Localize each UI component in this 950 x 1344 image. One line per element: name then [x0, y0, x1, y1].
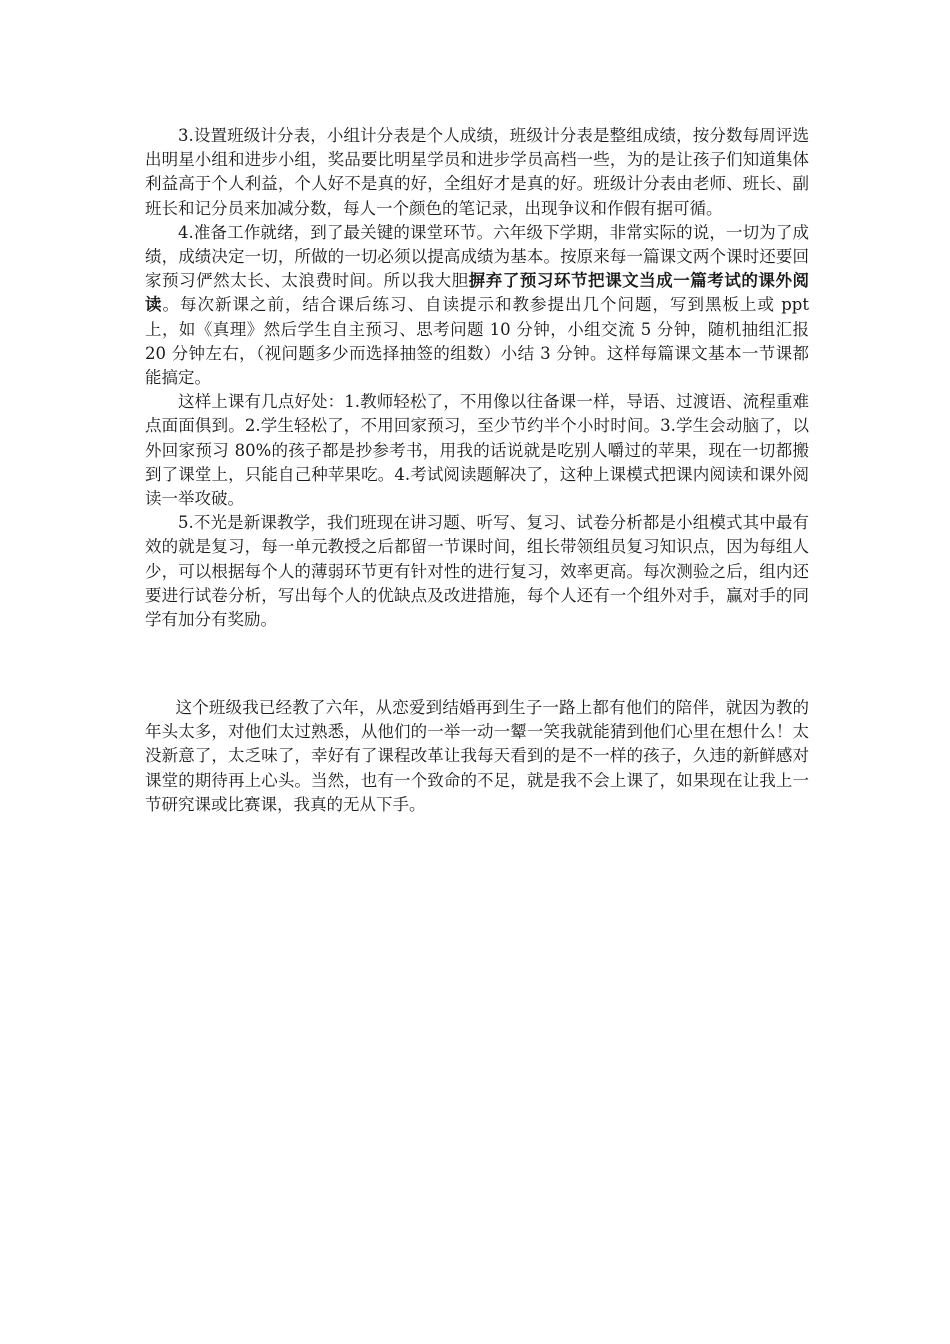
paragraph-item-4-text-end: 。每次新课之前，结合课后练习、自读提示和教参提出几个问题，写到黑板上或 ppt 上，如《真理》然后学生自主预习、思考问题 10 分钟，小组交流 5 分钟，随机抽组汇报 20 分钟左右，（视问题多少而选择抽签的组数）小结 3 分钟。这样每篇课文基本一节课都能搞定。 [145, 295, 809, 388]
main-text-block [145, 124, 809, 632]
paragraph-item-4 [145, 221, 809, 390]
closing-text-block [145, 696, 809, 817]
paragraph-closing: 这个班级我已经教了六年，从恋爱到结婚再到生子一路上都有他们的陪伴，就因为教的年头太多，对他们太过熟悉，从他们的一举一动一颦一笑我就能猜到他们心里在想什么！太没新意了，太乏味了，幸好有了课程改革让我每天看到的是不一样的孩子，久违的新鲜感对课堂的期待再上心头。当然，也有一个致命的不足，就是我不会上课了，如果现在让我上一节研究课或比赛课，我真的无从下手。 [145, 698, 809, 814]
paragraph-item-5: 5.不光是新课教学，我们班现在讲习题、听写、复习、试卷分析都是小组模式其中最有效的就是复习，每一单元教授之后都留一节课时间，组长带领组员复习知识点，因为每组人少，可以根据每个人的薄弱环节更有针对性的进行复习，效率更高。每次测验之后，组内还要进行试卷分析，写出每个人的优缺点及改进措施，每个人还有一个组外对手，赢对手的同学有加分有奖励。 [145, 513, 809, 630]
paragraph-benefits: 这样上课有几点好处：1.教师轻松了，不用像以往备课一样，导语、过渡语、流程重难点面面俱到。2.学生轻松了，不用回家预习，至少节约半个小时时间。3.学生会动脑了，以外回家预习 80%的孩子都是抄参考书，用我的话说就是吃别人嚼过的苹果，现在一切都搬到了课堂上，只能自己种苹果吃。4.考试阅读题解决了，这种上课模式把课内阅读和课外阅读一举攻破。 [145, 392, 809, 509]
paragraph-item-4-bold-text: 摒弃了预习环节把课文当成一篇考试的课外阅读 [145, 271, 810, 315]
paragraph-item-3: 3.设置班级计分表，小组计分表是个人成绩，班级计分表是整组成绩，按分数每周评选出明星小组和进步小组，奖品要比明星学员和进步学员高档一些，为的是让孩子们知道集体利益高于个人利益，个人好不是真的好，全组好才是真的好。班级计分表由老师、班长、副班长和记分员来加减分数，每人一个颜色的笔记录，出现争议和作假有据可循。 [145, 126, 809, 218]
paragraph-item-4-text-start: 4.准备工作就绪，到了最关键的课堂环节。六年级下学期，非常实际的说，一切为了成绩，成绩决定一切，所做的一切必须以提高成绩为基本。按原来每一篇课文两个课时还要回家预习俨然太长、太浪费时间。所以我大胆 [145, 222, 809, 291]
